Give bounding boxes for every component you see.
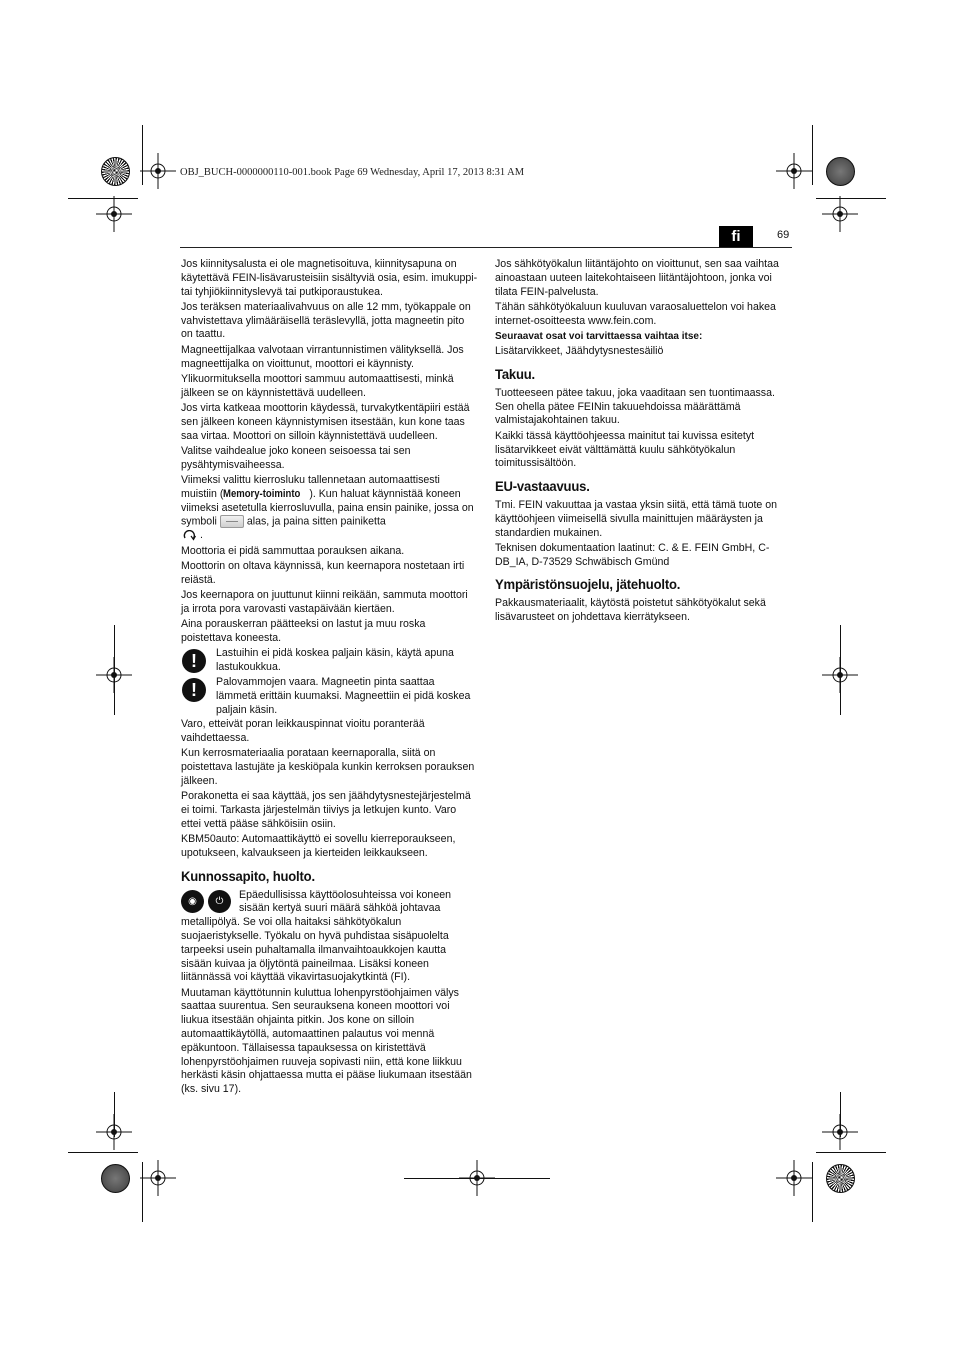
page-number: 69 bbox=[777, 229, 790, 241]
paragraph: Tähän sähkötyökaluun kuuluvan varaosaluettelon voi hakea internet-osoitteesta www.fein.com. bbox=[495, 300, 776, 327]
disconnect-plug-icon: ⏻ bbox=[208, 890, 231, 913]
crosshair-mark-icon bbox=[140, 1160, 176, 1196]
crop-mark bbox=[816, 198, 886, 199]
spare-parts-list: Lisätarvikkeet, Jäähdytysnestesäiliö bbox=[495, 345, 664, 358]
paragraph: Ylikuormituksella moottori sammuu automaattisesti, minkä jälkeen se on käynnistettävä uudelleen. bbox=[181, 372, 454, 399]
environment-heading: Ympäristönsuojelu, jätehuolto. bbox=[495, 577, 681, 594]
spare-parts-label: Seuraavat osat voi tarvittaessa vaihtaa itse: bbox=[495, 330, 703, 342]
paragraph: Varo, etteivät poran leikkauspinnat vioitu poranterää vaihdettaessa. bbox=[181, 718, 425, 745]
paragraph: Kaikki tässä käyttöohjeessa mainitut tai kuvissa esitetyt lisätarvikkeet eivät välttämättä kuulu sähkötyökalun toimitussisältöön. bbox=[495, 429, 755, 470]
crop-mark bbox=[840, 625, 841, 715]
crop-mark bbox=[142, 125, 143, 185]
paragraph: Teknisen dokumentaation laatinut: C. & E. FEIN GmbH, C-DB_IA, D-73529 Schwäbisch Gmünd bbox=[495, 541, 770, 568]
registration-disc-top-right bbox=[826, 157, 855, 186]
language-tab: fi bbox=[719, 226, 753, 248]
memory-button-icon bbox=[220, 515, 244, 528]
crop-mark bbox=[68, 198, 138, 199]
warning-block bbox=[181, 647, 478, 675]
paragraph: Jos kiinnitysalusta ei ole magnetisoituva, kiinnitysapuna on käytettävä FEIN-lisävarusteisiin sisältyviä osia, esim. imukuppi- tai tyhjiökiinnityslevyä tai putkiporaustukea. bbox=[181, 258, 478, 298]
paragraph: Jos teräksen materiaalivahvuus on alle 12 mm, työkappale on vahvistettava ylimääräisellä teräslevyllä, jotta magneetin pito on taattu. bbox=[181, 300, 471, 341]
paragraph: KBM50auto: Automaattikäyttö ei sovellu kierreporaukseen, upotukseen, kalvaukseen ja kierteiden leikkaukseen. bbox=[181, 833, 456, 859]
memory-function-term: Memory-toiminto bbox=[223, 487, 301, 500]
paragraph: Muutaman käyttötunnin kuluttua lohenpyrstöohjaimen välys saattaa suurentua. Sen seurauksena koneen moottori voi liukua itsestään ohjainta pitkin. Jos kone on silloin automaattikäytöllä, automaattinen palautus voi mennä epäkuntoon. Tällaisessa tapauksessa on kiristettävä lohenpyrstöohjaimen ruuveja sopivasti niin, että kone liikkuu herkästi käsin ohjattaessa mutta ei pääse liukumaan itsestään (ks. sivu 17). bbox=[181, 986, 472, 1096]
crop-mark bbox=[68, 1152, 138, 1153]
registration-disc-top-left bbox=[101, 157, 130, 186]
warning-text: Lastuihin ei pidä koskea paljain käsin, käytä apuna lastukoukkua. bbox=[216, 647, 454, 674]
crosshair-mark-icon bbox=[776, 153, 812, 189]
warning-exclamation-icon: ! bbox=[182, 649, 206, 673]
registration-disc-bottom-right bbox=[826, 1164, 855, 1193]
paragraph: Porakonetta ei saa käyttää, jos sen jäähdytysnestejärjestelmä ei toimi. Tarkasta järjestelmän tiiviys ja letkujen kunto. Varo ettei vettä pääse sähköisiin osiin. bbox=[181, 790, 471, 830]
crop-mark bbox=[142, 1162, 143, 1222]
eye-protection-icon: ◉ bbox=[181, 890, 204, 913]
crosshair-mark-icon bbox=[96, 196, 132, 232]
crosshair-mark-icon bbox=[140, 153, 176, 189]
registration-disc-bottom-left bbox=[101, 1164, 130, 1193]
warning-exclamation-icon: ! bbox=[182, 678, 206, 702]
crop-mark bbox=[114, 625, 115, 715]
crosshair-mark-icon bbox=[776, 1160, 812, 1196]
warranty-heading: Takuu. bbox=[495, 367, 535, 384]
paragraph: Moottorin on oltava käynnissä, kun keernapora nostetaan irti reiästä. bbox=[181, 560, 465, 586]
paragraph: Tmi. FEIN vakuuttaa ja vastaa yksin siitä, että tämä tuote on käyttöohjeen viimeisellä sivulla mainittujen määräysten ja standardien mukainen. bbox=[495, 498, 778, 539]
left-column bbox=[181, 258, 478, 1099]
rotation-arrow-icon bbox=[183, 530, 197, 542]
paragraph: Aina porauskerran päätteeksi on lastut ja muu roska poistettava koneesta. bbox=[181, 618, 426, 645]
paragraph: Valitse vaihdealue joko koneen seisoessa tai sen pysähtymisvaiheessa. bbox=[181, 444, 411, 471]
paragraph: Tuotteeseen pätee takuu, joka vaaditaan sen tuontimaassa. Sen ohella pätee FEINin takuuehdoissa määrättämä valmistajakohtainen takuu. bbox=[495, 386, 775, 427]
paragraph: Jos virta katkeaa moottorin käydessä, turvakytkentäpiiri estää sen jälkeen koneen käynnistymisen itsestään, kun kone taas saa virtaa. Moottori on silloin käynnistettävä uudelleen. bbox=[181, 401, 470, 442]
memory-function-paragraph: Viimeksi valittu kierrosluku tallennetaan automaattisesti muistiin (Memory-toiminto ). Kun haluat käynnistää koneen viimeksi asetetulla kierrosluvulla, paina ensin painike, jossa on symboli alas, ja paina sitten painiketta . bbox=[181, 473, 474, 542]
eu-conformity-heading: EU-vastaavuus. bbox=[495, 479, 590, 496]
paragraph: Jos keernapora on juuttunut kiinni reikään, sammuta moottori ja irrota pora varovasti vastapäivään kiertäen. bbox=[181, 589, 468, 615]
header-rule bbox=[180, 247, 792, 248]
crop-mark bbox=[404, 1178, 550, 1179]
warning-block bbox=[181, 676, 478, 717]
paragraph: Magneettijalkaa valvotaan virrantunnistimen välityksellä. Jos magneettijalka on vioittunut, moottori ei käynnisty. bbox=[181, 343, 464, 370]
paragraph: Moottoria ei pidä sammuttaa porauksen aikana. bbox=[181, 544, 405, 557]
right-column bbox=[495, 258, 792, 626]
paragraph: Jos sähkötyökalun liitäntäjohto on vioittunut, sen saa vaihtaa ainoastaan uuteen laitekohtaiseen liitäntäjohtoon, jonka voi tilata FEIN-palvelusta. bbox=[495, 258, 779, 298]
paragraph: Epäedullisissa käyttöolosuhteissa voi koneen sisään kertyä suuri määrä sähköä johtavaa metallipölyä. Se voi olla haitaksi sähkötyökalun suojaeristykselle. Työkalu on hyvä puhdistaa sisäpuolelta tarpeeksi usein puhaltamalla ilmanvaihtoaukkojen kautta sisään kuivaa ja öljytöntä paineilmaa. Lisäksi koneen liitännässä voi käyttää vikavirtasuojakytkintä (FI). bbox=[181, 888, 452, 984]
print-slug: OBJ_BUCH-0000000110-001.book Page 69 Wednesday, April 17, 2013 8:31 AM bbox=[180, 167, 525, 178]
maintenance-block bbox=[181, 889, 478, 986]
warning-text: Palovammojen vaara. Magneetin pinta saattaa lämmetä erittäin kuumaksi. Magneettiin ei pidä koskea paljain käsin. bbox=[216, 675, 471, 716]
crop-mark bbox=[816, 1152, 886, 1153]
paragraph: Kun kerrosmateriaalia porataan keernaporalla, siitä on poistettava lastujäte ja keskiöpala kunkin kerroksen porauksen jälkeen. bbox=[181, 747, 475, 787]
crosshair-mark-icon bbox=[822, 196, 858, 232]
crop-mark bbox=[812, 125, 813, 185]
crop-mark bbox=[114, 1092, 115, 1137]
maintenance-heading: Kunnossapito, huolto. bbox=[181, 868, 315, 885]
paragraph: Pakkausmateriaalit, käytöstä poistetut sähkötyökalut sekä lisävarusteet on johdettava kierrätykseen. bbox=[495, 597, 766, 624]
crop-mark bbox=[812, 1162, 813, 1222]
crop-mark bbox=[840, 1092, 841, 1137]
